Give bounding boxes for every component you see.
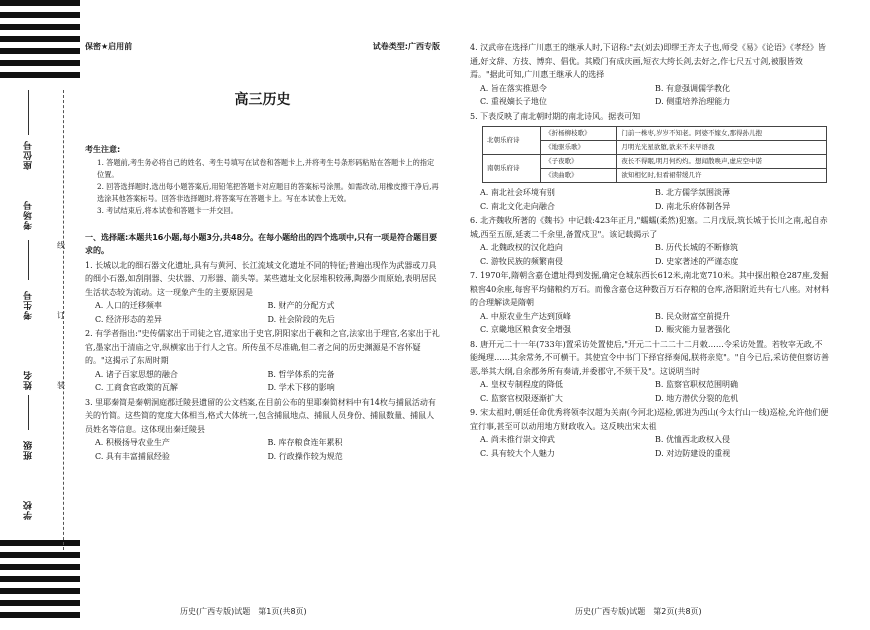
question-stem: 6. 北齐魏收所著的《魏书》中记载:423年正月,"蠕蠕(柔然)犯塞。二月戊辰,筑长城于长川之南,起自赤城,西至五原,延袤二千余里,备置戍卫"。该记载揭示了 — [470, 216, 828, 239]
table-cell: 月明光光星欲堕,欲来不来早语我 — [617, 141, 827, 155]
question-7 — [470, 269, 830, 337]
question-4 — [470, 41, 830, 109]
option-a: A. 积极扬导农业生产 — [95, 438, 170, 447]
option-c: C. 工商食官政策的瓦解 — [95, 383, 178, 392]
exam-room-label: 考场号 — [24, 200, 34, 230]
binding-margin — [0, 0, 80, 630]
option-c: C. 经济形态的差异 — [95, 314, 162, 324]
cut-mark-pack: 装 — [57, 381, 65, 390]
option-c: C. 游牧民族的频繁南侵 — [480, 256, 563, 266]
table-cell: 门前一株枣,岁岁不知老。阿婆不嫁女,那得孙儿抱 — [617, 127, 827, 141]
class-label: 班级 — [24, 440, 34, 460]
table-row — [483, 155, 827, 169]
option-d: D. 地方潜伏分裂的危机 — [655, 393, 739, 403]
option-a: A. 尚未推行崇文抑武 — [480, 435, 555, 444]
option-b: B. 优恤西北政权入侵 — [655, 435, 730, 444]
page-header — [85, 40, 440, 54]
option-a: A. 北魏政权的汉化趋向 — [480, 243, 563, 252]
question-stem: 4. 汉武帝在选择广川惠王的继承人时,下诏称:"去(刘去)即缪王齐太子也,师受《易》《论语》《孝经》皆通,好文辞、方技、博弈、倡优。其殿门有成庆画,短衣大绔长剑,去好之,作七尺五寸剑,被服皆效焉。"据此可知,广川惠王继承人的选择 — [470, 43, 826, 79]
table-row — [483, 127, 827, 141]
option-a: A. 人口的迁移频率 — [95, 301, 162, 310]
barcode-top — [0, 0, 80, 84]
question-2 — [85, 327, 440, 395]
option-b: B. 哲学体系的完备 — [267, 369, 335, 379]
cut-mark-line: 线 — [57, 241, 65, 250]
option-d: D. 行政操作较为规范 — [267, 451, 343, 461]
option-a: A. 南北社会环境有别 — [480, 188, 555, 197]
paper-type-label: 试卷类型:广西专版 — [372, 42, 440, 51]
right-footer: 历史(广西专版)试题 第2页(共8页) — [575, 607, 702, 616]
option-a: A. 皇权专制程度的降低 — [480, 380, 563, 389]
table-cell: 《折杨柳枝歌》 — [541, 127, 617, 141]
left-page — [85, 40, 440, 463]
right-page — [470, 40, 830, 460]
notice-item: 2. 回答选择题时,选出每小题答案后,用铅笔把答题卡对应题目的答案标号涂黑。如需改动,用橡皮擦干净后,再选涂其他答案标号。回答非选择题时,将答案写在答题卡上。写在本试卷上无效。 — [97, 181, 439, 203]
question-8 — [470, 338, 830, 406]
option-c: C. 重视嫡长子地位 — [480, 97, 547, 106]
exam-title: 高三历史 — [234, 91, 291, 108]
option-c: C. 具有较大个人魅力 — [480, 448, 555, 458]
barcode-bottom — [0, 540, 80, 624]
option-d: D. 南北乐府体制各异 — [655, 201, 731, 211]
option-b: B. 有意强调儒学教化 — [655, 83, 730, 93]
question-5 — [470, 110, 830, 214]
option-d: D. 史家著述的严谨态度 — [655, 256, 739, 266]
option-d: D. 学术下移的影响 — [267, 383, 335, 392]
poetry-table — [482, 126, 827, 183]
question-stem: 8. 唐开元二十一年(733年)置采访处置使后,"开元二十二二十二月敕……令采访处置。若牧宰无政,不能绳理……其余常务,不可横干。其使宜令中书门下择官择奏闻,朕将亲览"。"自今已后,采访使但察访善恶,举其大纲,自余郡务所有奏请,并委郡守,不须干及"。这说明当时 — [470, 339, 829, 376]
table-cell: 欲知相忆时,但看裙带缓几许 — [617, 169, 827, 183]
option-b: B. 库存粮食连年累积 — [267, 438, 343, 447]
question-6 — [470, 214, 830, 268]
option-a: A. 旨在落实推恩令 — [480, 83, 547, 93]
option-c: C. 南北文化走向融合 — [480, 201, 555, 211]
name-label: 姓名 — [24, 370, 34, 390]
left-footer: 历史(广西专版)试题 第1页(共8页) — [180, 607, 307, 616]
option-b: B. 北方儒学氛围淡薄 — [655, 188, 730, 197]
notice-item: 3. 考试结束后,将本试卷和答题卡一并交回。 — [97, 205, 238, 215]
question-stem: 3. 里耶秦简是秦朝洞庭郡迁陵县遗留的公文档案,在目前公布的里耶秦简材料中有14枚与捕鼠活动有关的竹简。这些简的宽度大体相当,格式大体统一,包含捕鼠地点、捕鼠人员身份、捕鼠数量、捕鼠人员姓名等信息。这体现出秦迁陵县 — [85, 397, 436, 434]
notice-item: 1. 答题前,考生务必将自己的姓名、考生号填写在试卷和答题卡上,并将考生号条形码粘贴在答题卡上的指定位置。 — [97, 157, 435, 179]
table-cell: 夜长不得眠,明月何灼灼。想闻散唤声,虚应空中诺 — [617, 155, 827, 169]
seat-line — [28, 90, 29, 135]
cut-mark-bind: 订 — [57, 311, 65, 320]
notice-list — [85, 157, 440, 217]
option-b: B. 财产的分配方式 — [267, 301, 335, 310]
table-cell: 南朝乐府诗 — [483, 155, 541, 183]
table-cell: 《读曲歌》 — [541, 169, 617, 183]
question-stem: 5. 下表反映了南北朝时期的南北诗风。据表可知 — [470, 111, 641, 121]
option-b: B. 民众财富空前提升 — [655, 311, 730, 321]
table-cell: 北朝乐府诗 — [483, 127, 541, 155]
candidate-no-label: 考生号 — [24, 290, 34, 320]
option-c: C. 具有丰富捕鼠经验 — [95, 451, 170, 461]
question-stem: 9. 宋太祖时,朝廷任命优秀将领李汉超为关南(今河北)巡检,郭进为西山(今太行山一线)巡检,允许他们便宜行事,甚至可以动用地方财政收入。这反映出宋太祖 — [470, 408, 829, 431]
seat-label: 座位号 — [24, 140, 34, 170]
option-a: A. 中原农业生产达到顶峰 — [480, 311, 571, 321]
option-c: C. 京畿地区粮食安全增强 — [480, 325, 571, 334]
option-b: B. 监察官职权范围明确 — [655, 380, 738, 389]
question-9 — [470, 406, 830, 460]
option-b: B. 历代长城的不断修筑 — [655, 243, 738, 252]
option-c: C. 监察官权限逐渐扩大 — [480, 393, 563, 403]
question-stem: 7. 1970年,隋朝含嘉仓遗址得到发掘,确定仓城东西长612米,南北宽710米。其中探出粮仓287座,发掘粮窖40余座,每窖平均储粮约万石。而像含嘉仓这种数百万石存粮的仓库,洛阳附近共有七八座。对材料的合理解读是隋朝 — [470, 271, 830, 307]
table-cell: 《子夜歌》 — [541, 155, 617, 169]
question-stem: 2. 有学者指出:"史传儒家出于司徒之官,道家出于史官,阴阳家出于羲和之官,法家出于理官,名家出于礼官,墨家出于清庙之守,纵横家出于行人之官。所传虽不尽准确,但二者之间的历史渊源是不容怀疑的。"这揭示了东周时期 — [85, 329, 440, 365]
confidential-label: 保密★启用前 — [85, 42, 133, 51]
question-stem: 1. 长城以北的细石器文化遗址,具有与黄河、长江流域文化遗址不同的特征;普遍出现作为武器或刀具的细小石器,如刮削器、尖状器、刀形器、箭头等。某些遗址文化层堆积较薄,陶器少而原始,表明居民生活状态较为流动。这一现象产生的主要原因是 — [85, 260, 437, 297]
name-line — [28, 395, 29, 430]
option-a: A. 诸子百家思想的融合 — [95, 369, 178, 379]
section-heading: 一、选择题:本题共16小题,每小题3分,共48分。在每小题给出的四个选项中,只有一项是符合题目要求的。 — [85, 232, 438, 255]
notice-heading: 考生注意: — [85, 145, 121, 154]
question-3 — [85, 396, 440, 464]
school-label: 学校 — [24, 500, 34, 520]
room-line — [28, 240, 29, 280]
question-1 — [85, 259, 440, 327]
option-d: D. 侧重培养治理能力 — [655, 97, 731, 106]
table-cell: 《地驱乐歌》 — [541, 141, 617, 155]
option-d: D. 对边防建设的重视 — [655, 448, 731, 458]
option-d: D. 社会阶段的先后 — [267, 314, 335, 324]
option-d: D. 赈灾能力显著强化 — [655, 325, 731, 334]
